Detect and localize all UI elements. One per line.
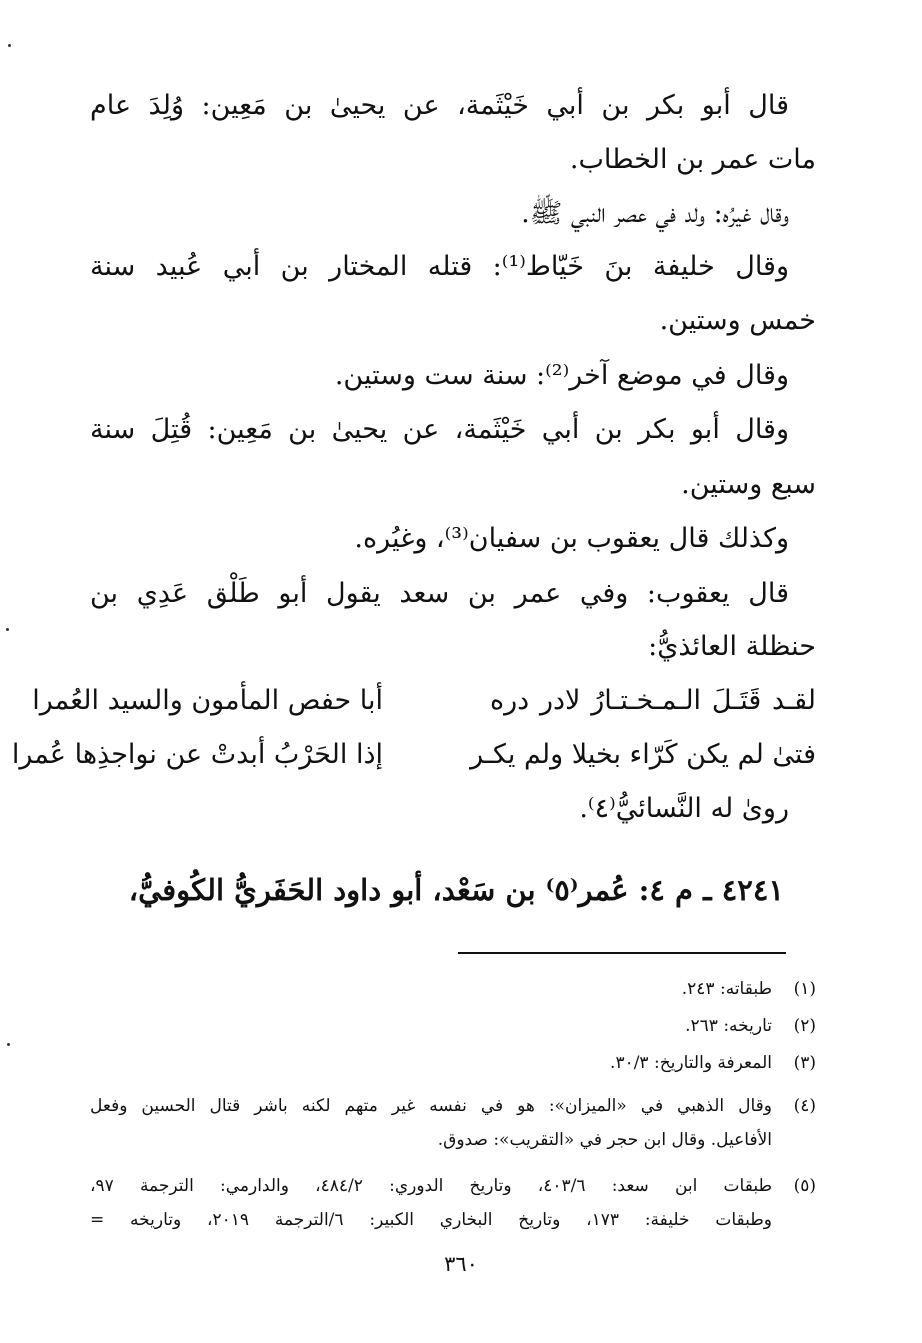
footnote-number: (٤)	[793, 1096, 816, 1116]
verse-second-hemistich: إذا الحَرْبُ أبدتْ عن نواجذِها عُمرا	[11, 739, 383, 770]
entry-heading: ٤٢٤١ ـ م ٤: عُمر⁽٥⁾ بن سَعْد، أبو داود الحَفَريُّ الكُوفيُّ،	[128, 873, 784, 907]
body-line: مات عمر بن الخطاب.	[569, 144, 816, 175]
body-line: حنظلة العائذيُّ:	[648, 631, 816, 662]
verse-row	[32, 681, 816, 721]
footnote-text: المعرفة والتاريخ: ٣٠/٣.	[610, 1053, 772, 1073]
body-line: وقال غيرُه: ولد في عصر النبي ﷺ.	[521, 198, 789, 229]
body-line: خمس وستين.	[659, 305, 816, 336]
body-line: وقال أبو بكر بن أبي خَيْثَمة، عن يحيىٰ بن مَعِين: قُتِلَ سنة	[90, 414, 789, 445]
footnote-text: الأفاعيل. وقال ابن حجر في «التقريب»: صدوق.	[437, 1130, 772, 1150]
narration-line: رویٰ له النَّسائيُّ⁽٤⁾.	[579, 793, 789, 824]
footnote-text: تاريخه: ٢٦٣.	[685, 1016, 772, 1036]
body-line: قال أبو بكر بن أبي خَيْثَمة، عن يحيىٰ بن مَعِين: وُلِدَ عام	[90, 90, 789, 121]
footnote-number: (٣)	[793, 1053, 816, 1073]
verse-first-hemistich: لقـد قَتَـلَ الـمـخـتـارُ لادر دره	[490, 685, 816, 716]
footnote-number: (٥)	[793, 1176, 816, 1196]
footnote-text: طبقاته: ٢٤٣.	[681, 979, 772, 999]
verse-row	[11, 735, 816, 775]
body-line: وقال في موضع آخر⁽²⁾: سنة ست وستين.	[334, 360, 789, 391]
verse-first-hemistich: فتىٰ لم يكن كَرّاء بخيلا ولم يكـر	[470, 739, 816, 770]
body-line: سبع وستين.	[681, 469, 816, 500]
scan-speck	[7, 1043, 10, 1046]
scan-speck	[8, 44, 11, 47]
verse-second-hemistich: أبا حفص المأمون والسيد العُمرا	[32, 685, 383, 716]
body-line: وكذلك قال يعقوب بن سفيان⁽³⁾، وغيُره.	[354, 523, 789, 554]
footnote-text: وطبقات خليفة: ١٧٣، وتاريخ البخاري الكبير: ٦/الترجمة ٢٠١٩، وتاريخه =	[90, 1210, 772, 1230]
scan-speck	[6, 628, 9, 631]
body-line: وقال خليفة بنَ خَيّاط⁽¹⁾: قتله المختار بن أبي عُبيد سنة	[90, 251, 789, 282]
footnote-text: وقال الذهبي في «الميزان»: هو في نفسه غير متهم لكنه باشر قتال الحسين وفعل	[90, 1096, 772, 1116]
footnote-divider	[458, 952, 786, 954]
footnote-number: (١)	[793, 979, 816, 999]
footnote-text: طبقات ابن سعد: ٤٠٣/٦، وتاريخ الدوري: ٤٨٤/٢، والدارمي: الترجمة ٩٧،	[90, 1176, 772, 1196]
page-number: ٣٦٠	[444, 1252, 478, 1276]
footnote-number: (٢)	[793, 1016, 816, 1036]
body-line: قال يعقوب: وفي عمر بن سعد يقول أبو طَلْق عَدِي بن	[90, 578, 789, 609]
